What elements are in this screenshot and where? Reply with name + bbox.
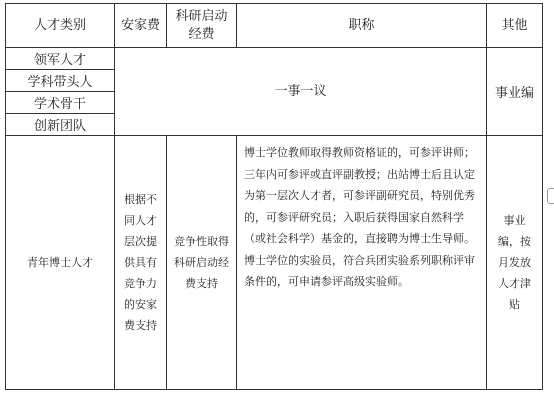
header-research-funding: 科研启动经费 — [167, 4, 237, 48]
header-settlement-fee: 安家费 — [115, 4, 167, 48]
header-other: 其他 — [487, 4, 543, 48]
table-row-youth — [6, 136, 543, 390]
youth-other: 事业编，按月发放人才津贴 — [487, 136, 543, 390]
category-discipline-leader: 学科带头人 — [6, 70, 115, 92]
merged-policy-cell: 一事一议 — [115, 48, 487, 136]
youth-settlement-fee: 根据不同人才层次提供具有竞争力的安家费支持 — [115, 136, 167, 390]
youth-title-policy: 博士学位教师取得教师资格证的，可参评讲师；三年内可参评或直评副教授；出站博士后且认定为第一层次人才者，可参评副研究员，特别优秀的，可参评研究员；入职后获得国家自然科学（或社会科学）基金的，直接聘为博士生导师。博士学位的实验员，符合兵团实验系列职称评审条件的，可申请参评高级实验师。 — [237, 136, 487, 390]
header-title: 职称 — [237, 4, 487, 48]
header-category: 人才类别 — [6, 4, 115, 48]
category-academic-backbone: 学术骨干 — [6, 92, 115, 114]
merged-other-cell: 事业编 — [487, 48, 543, 136]
category-innovation-team: 创新团队 — [6, 114, 115, 136]
table-row — [6, 48, 543, 70]
scroll-handle[interactable] — [547, 188, 554, 204]
youth-research-funding: 竞争性取得科研启动经费支持 — [167, 136, 237, 390]
talent-policy-table — [5, 3, 543, 390]
header-row — [6, 4, 543, 48]
category-leading-talent: 领军人才 — [6, 48, 115, 70]
category-young-phd: 青年博士人才 — [6, 136, 115, 390]
